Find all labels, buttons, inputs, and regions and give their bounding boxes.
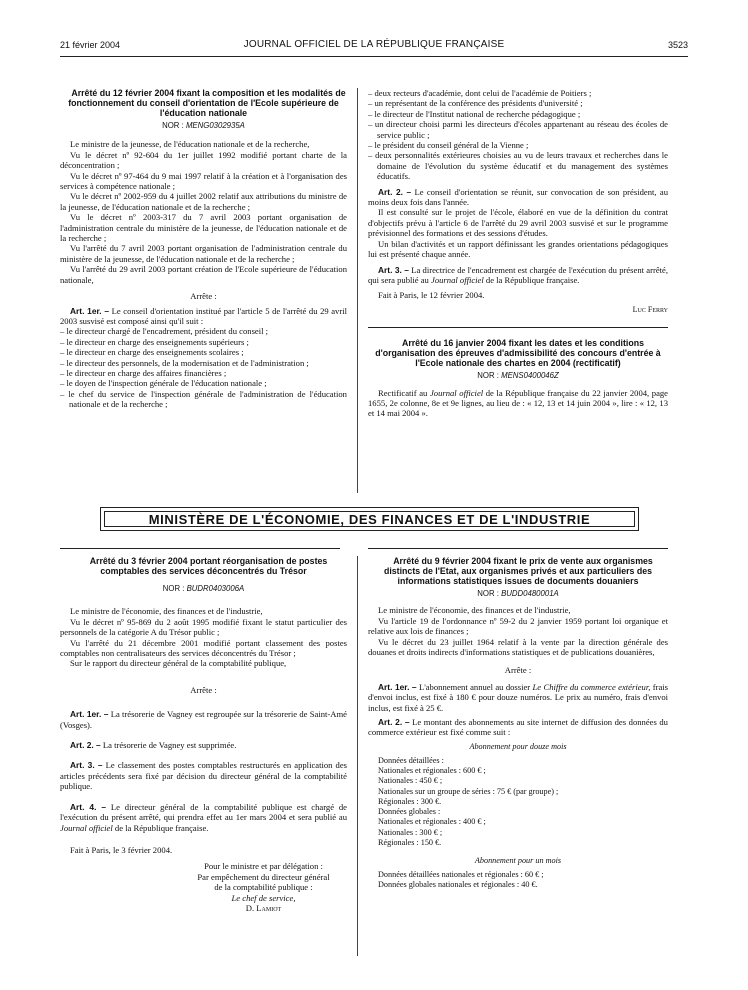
tarif-line: Régionales : 300 €. xyxy=(378,796,442,806)
paragraph: Le ministre de l'économie, des finances et de l'industrie, xyxy=(70,606,263,617)
paragraph: Il est consulté sur le projet de l'école, élaboré en vue de la définition du contrat d'objectifs prévu à l'article 6 de l'arrêté du 29 avril 2003 susvisé et sur le programme prévisionnel des formations et des sessions d'études. xyxy=(368,207,668,239)
paragraph: Vu le décret du 23 juillet 1964 relatif à la vente par la direction générale des douanes et droits indirects d'informations statistiques et de publications douanières, xyxy=(368,636,668,658)
list-item: – le directeur en charge des enseignements supérieurs ; xyxy=(60,337,347,347)
fait-a-paris: Fait à Paris, le 12 février 2004. xyxy=(378,290,485,301)
signature-role: Le chef de service, xyxy=(231,892,296,903)
paragraph: Un bilan d'activités et un rapport définissant les grandes orientations pédagogiques lui est présenté chaque année. xyxy=(368,238,668,260)
paragraph: Vu le décret nº 2003-317 du 7 avril 2003 portant organisation de l'administration centrale du ministère de la jeunesse, de l'éducation nationale et de la recherche ; xyxy=(60,212,347,244)
article-postes-comptables xyxy=(60,556,347,913)
article-2: Art. 2. – Le montant des abonnements au site internet de diffusion des données du commerce extérieur est fixé comme suit : xyxy=(368,717,668,738)
nor-reference: NOR : MENS0400046Z xyxy=(477,371,559,381)
arrete-label: Arrête : xyxy=(504,665,532,676)
list-item: – le directeur chargé de l'encadrement, président du conseil ; xyxy=(60,326,347,336)
tarif-line: Nationales sur un groupe de séries : 75 € (par groupe) ; xyxy=(378,786,559,796)
article-3: Art. 3. – Le classement des postes comptables restructurés en application des articles précédents sera fixé par décision du directeur général de la comptabilité publique. xyxy=(60,760,347,792)
tarif-line: Nationales et régionales : 400 € ; xyxy=(378,817,486,827)
column-divider xyxy=(357,556,358,956)
arrete-label: Arrête : xyxy=(190,291,217,302)
article-3: Art. 3. – La directrice de l'encadrement est chargée de l'exécution du présent arrêté, qui sera publié au Journal officiel de la République française. xyxy=(368,264,668,285)
list-item: – deux recteurs d'académie, dont celui de l'académie de Poitiers ; xyxy=(368,88,668,98)
composition-list-continued xyxy=(368,88,668,182)
abonnement-heading: Abonnement pour un mois xyxy=(474,855,562,865)
header-rule xyxy=(60,56,688,57)
paragraph: Vu le décret nº 2002-959 du 4 juillet 2002 relatif aux attributions du ministre de la jeunesse, de l'éducation nationale et de la recherche ; xyxy=(60,191,347,212)
article-prix-vente-statistiques xyxy=(368,556,668,891)
column-divider xyxy=(357,88,358,493)
tarif-line: Données détaillées : xyxy=(378,756,444,766)
paragraph: Vu l'arrêté du 7 avril 2003 portant organisation de l'administration centrale du ministère de la jeunesse, de l'éducation nationale et de la recherche ; xyxy=(60,243,347,264)
article-conseil-orientation xyxy=(60,88,347,410)
nor-reference: NOR : MENG0302935A xyxy=(162,121,245,130)
article-title: Arrêté du 9 février 2004 fixant le prix de vente aux organismes distincts de l'Etat, aux organismes privés et aux particuliers des informations statistiques issues de documents douaniers xyxy=(383,556,653,586)
header-journal-title: JOURNAL OFFICIEL DE LA RÉPUBLIQUE FRANÇAISE xyxy=(243,39,505,50)
list-item: – le chef du service de l'inspection générale de l'administration de l'éducation nationale et de la recherche ; xyxy=(60,389,347,410)
tarif-line: Données globales nationales et régionales : 40 €. xyxy=(378,880,538,890)
signature-name: D. Lamiot xyxy=(245,902,282,913)
article-title: Arrêté du 3 février 2004 portant réorganisation de postes comptables des services déconcentrés du Trésor xyxy=(89,556,328,576)
paragraph: Vu l'article 19 de l'ordonnance nº 59-2 du 2 janvier 1959 portant loi organique et relative aux lois de finances ; xyxy=(368,615,668,637)
tarif-line: Données détaillées nationales et régionales : 60 € ; xyxy=(378,870,544,880)
article-1: Art. 1er. – Le conseil d'orientation institué par l'article 5 de l'arrêté du 29 avril 2003 susvisé est composé ainsi qu'il suit : xyxy=(60,305,347,326)
list-item: – le doyen de l'inspection générale de l'éducation nationale ; xyxy=(60,378,347,388)
tarif-line: Nationales et régionales : 600 € ; xyxy=(378,766,486,776)
signature-line: Pour le ministre et par délégation : xyxy=(204,861,323,872)
list-item: – un directeur choisi parmi les directeurs d'écoles appartenant au réseau des écoles de service public ; xyxy=(368,119,668,140)
list-item: – le directeur de l'Institut national de recherche pédagogique ; xyxy=(368,109,668,119)
article-2: Art. 2. – La trésorerie de Vagney est supprimée. xyxy=(70,740,237,751)
paragraph: Le ministre de l'économie, des finances et de l'industrie, xyxy=(378,605,571,616)
nor-reference: NOR : BUDD0480001A xyxy=(477,589,559,598)
article-4: Art. 4. – Le directeur général de la comptabilité publique est chargé de l'exécution du présent arrêté, qui prendra effet au 1er mars 2004 et sera publié au Journal officiel de la République française. xyxy=(60,801,347,833)
article-title: Arrêté du 12 février 2004 fixant la composition et les modalités de fonctionnement du conseil d'orientation de l'Ecole supérieure de l'éducation nationale xyxy=(68,88,346,118)
tarif-line: Nationales : 300 € ; xyxy=(378,827,443,837)
signature: Luc Ferry xyxy=(632,304,668,314)
signature-block xyxy=(180,861,347,913)
list-item: – deux personnalités extérieures choisies au vu de leurs travaux et recherches dans le domaine de l'évolution du système éducatif et du management des systèmes éducatifs. xyxy=(368,150,668,181)
paragraph: Vu l'arrêté du 21 décembre 2001 modifié portant classement des postes comptables non centralisateurs des services déconcentrés du Trésor ; xyxy=(60,637,347,659)
ministry-banner-title: MINISTÈRE DE L'ÉCONOMIE, DES FINANCES ET DE L'INDUSTRIE xyxy=(104,511,635,527)
article-conseil-orientation-continued xyxy=(368,88,668,419)
paragraph: Vu le décret nº 97-464 du 9 mai 1997 relatif à la création et à l'organisation des services à compétence nationale ; xyxy=(60,170,347,192)
arrete-label: Arrête : xyxy=(190,684,217,695)
list-item: – le directeur des personnels, de la modernisation et de l'administration ; xyxy=(60,358,347,368)
abonnement-tarifs xyxy=(368,742,668,891)
list-item: – le président du conseil général de la Vienne ; xyxy=(368,140,668,150)
list-item: – le directeur en charge des affaires financières ; xyxy=(60,368,347,378)
signature-line: Par empêchement du directeur général xyxy=(197,871,330,882)
tarif-line: Données globales : xyxy=(378,807,441,817)
paragraph: Sur le rapport du directeur général de la comptabilité publique, xyxy=(70,658,287,669)
ministry-banner xyxy=(100,507,639,531)
fait-a-paris: Fait à Paris, le 3 février 2004. xyxy=(70,844,173,855)
article-title: Arrêté du 16 janvier 2004 fixant les dates et les conditions d'organisation des épreuves d'admissibilité des concours d'entrée à l'Ecole nationale des chartes en 2004 (rectificatif) xyxy=(375,338,661,369)
article-separator xyxy=(60,548,340,549)
tarif-line: Nationales : 450 € ; xyxy=(378,776,443,786)
article-separator xyxy=(368,327,668,328)
header-date: 21 février 2004 xyxy=(60,40,121,50)
article-1: Art. 1er. – L'abonnement annuel au dossier Le Chiffre du commerce extérieur, frais d'envoi inclus, est fixé à 180 € pour douze numéros. Le prix au numéro, frais d'envoi inclus, est fixé à 25 €. xyxy=(368,681,668,713)
list-item: – un représentant de la conférence des présidents d'université ; xyxy=(368,98,668,108)
page-header xyxy=(60,38,688,54)
paragraph: Vu l'arrêté du 29 avril 2003 portant création de l'Ecole supérieure de l'éducation nationale, xyxy=(60,264,347,285)
paragraph: Vu le décret nº 95-869 du 2 août 1995 modifié fixant le statut particulier des personnels de la catégorie A du Trésor public ; xyxy=(60,616,347,638)
article-2: Art. 2. – Le conseil d'orientation se réunit, sur convocation de son président, au moins deux fois dans l'année. xyxy=(368,186,668,208)
paragraph: Vu le décret nº 92-604 du 1er juillet 1992 modifié portant charte de la déconcentration ; xyxy=(60,149,347,171)
header-page-number: 3523 xyxy=(667,40,688,50)
abonnement-heading: Abonnement pour douze mois xyxy=(469,741,567,751)
rectificatif-text: Rectificatif au Journal officiel de la République française du 22 janvier 2004, page 1655, 2e colonne, 8e et 9e lignes, au lieu de : « 12, 13 et 14 juin 2004 », lire : « 12, 13 et 14 mai 2004 ». xyxy=(368,387,668,419)
paragraph: Le ministre de la jeunesse, de l'éducation nationale et de la recherche, xyxy=(70,139,310,150)
composition-list xyxy=(60,326,347,409)
tarif-line: Régionales : 150 €. xyxy=(378,837,442,847)
article-1: Art. 1er. – La trésorerie de Vagney est regroupée sur la trésorerie de Saint-Amé (Vosges). xyxy=(60,709,347,730)
article-separator xyxy=(368,548,668,549)
signature-line: de la comptabilité publique : xyxy=(214,882,313,893)
list-item: – le directeur en charge des enseignements scolaires ; xyxy=(60,347,347,357)
nor-reference: NOR : BUDR0403006A xyxy=(162,584,245,593)
